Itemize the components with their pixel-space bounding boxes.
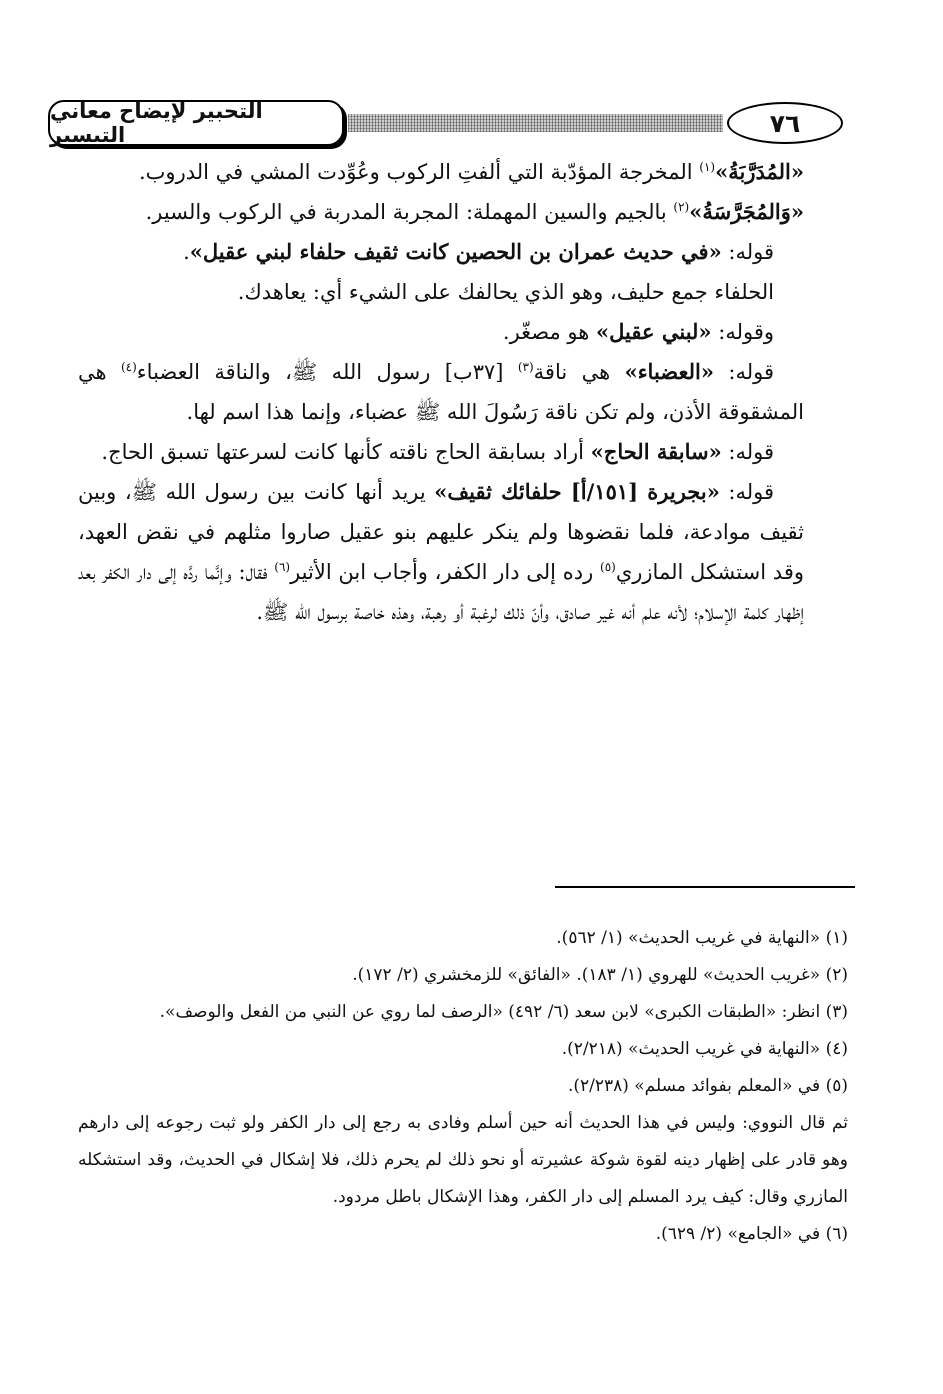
paragraph-text: المخرجة المؤدّبة التي ألفتِ الركوب وعُوِّدت المشي في الدروب. xyxy=(138,160,700,184)
footnote-divider xyxy=(555,886,855,888)
footnote-2: (٢) «غريب الحديث» للهروي (١/ ١٨٣). «الفائق» للزمخشري (٢/ ١٧٢). xyxy=(352,965,848,985)
paragraph-bani-aqil xyxy=(78,312,804,352)
footnote-ref: (٥) xyxy=(600,560,616,574)
footnote-ref: (٦) xyxy=(274,560,291,574)
paragraph-text: وقوله: xyxy=(711,320,774,344)
quoted-phrase: «سابقة الحاج» xyxy=(590,439,722,464)
paragraph-sabiqat-al-hajj xyxy=(78,432,804,472)
paragraph-text: . xyxy=(183,240,190,264)
footnote-ref: (٢) xyxy=(673,200,690,214)
footnote-ref: (١) xyxy=(699,160,716,174)
paragraph-mudarraba xyxy=(78,152,804,192)
paragraph-text: الحلفاء جمع حليف، وهو الذي يحالفك على الشيء أي: يعاهدك. xyxy=(237,280,774,304)
term: «وَالمُجَرَّسَةُ» xyxy=(689,199,804,224)
quoted-phrase: «لبني عقيل» xyxy=(596,319,712,344)
paragraph-mujarrasa xyxy=(78,192,804,232)
footnote-ref: (٣) xyxy=(517,360,534,374)
paragraph-text: أراد بسابقة الحاج ناقته كأنها كانت لسرعتها تسبق الحاج. xyxy=(101,440,591,464)
paragraph-text: هو مصغّر. xyxy=(502,320,597,344)
quoted-phrase: «في حديث عمران بن الحصين كانت ثقيف حلفاء لبني عقيل» xyxy=(189,239,722,264)
footnote-6: (٦) في «الجامع» (٢/ ٦٢٩). xyxy=(655,1224,848,1244)
paragraph-text: رده إلى دار الكفر، وأجاب ابن الأثير xyxy=(290,560,600,584)
page-header xyxy=(48,100,843,148)
quoted-phrase: «العضباء» xyxy=(624,359,714,384)
term: «المُدَرَّبَةُ» xyxy=(715,159,804,184)
footnote-5: (٥) في «المعلم بفوائد مسلم» (٢/٢٣٨). xyxy=(567,1076,848,1096)
quoted-phrase: «بجريرة [١٥١/أ] حلفائك ثقيف» xyxy=(434,479,720,504)
header-decorative-band xyxy=(348,114,723,132)
footnote-3: (٣) انظر: «الطبقات الكبرى» لابن سعد (٦/ ٤٩٢) «الرصف لما روي عن النبي من الفعل والوصف». xyxy=(159,1002,848,1022)
paragraph-hulafa xyxy=(78,272,804,312)
paragraph-text: هي المشقوقة الأذن، ولم تكن ناقة رَسُولَ الله ﷺ عضباء، وإنما هذا اسم لها. xyxy=(78,360,804,424)
footnote-5-continued: ثم قال النووي: وليس في هذا الحديث أنه حين أسلم وفادى به رجع إلى دار الكفر ولو ثبت رجوعه إلى دارهم وهو قادر على إظهار دينه لقوة شوكة عشيرته أو نحو ذلك لم يحرم ذلك، فلا إشكال في الحديث، وقد استشكله المازري وقال: كيف يرد المسلم إلى دار الكفر، وهذا الإشكال باطل مردود. xyxy=(78,1113,848,1207)
paragraph-text: قوله: xyxy=(714,360,775,384)
paragraph-hadith-imran xyxy=(78,232,804,272)
paragraph-text: هي ناقة xyxy=(533,360,625,384)
main-text xyxy=(78,152,804,632)
paragraph-text: قوله: xyxy=(719,480,775,504)
footnotes xyxy=(78,920,848,1253)
paragraph-text: يريد أنها كانت بين رسول الله ﷺ، وبين ثقيف موادعة، فلما نقضوها ولم ينكر عليهم بنو عقيل صاروا مثلهم في نقض العهد، وقد استشكل المازري xyxy=(78,480,804,584)
paragraph-text: قوله: xyxy=(721,240,774,264)
paragraph-text: قوله: xyxy=(721,440,774,464)
footnote-ref: (٤) xyxy=(120,360,137,374)
book-title: التحبير لإيضاح معاني التيسير xyxy=(48,100,344,146)
paragraph-text: بالجيم والسين المهملة: المجربة المدربة في الركوب والسير. xyxy=(145,200,674,224)
paragraph-adba xyxy=(78,352,804,432)
paragraph-jarira xyxy=(78,472,804,632)
paragraph-text: فقال: وإنَّما ردَّه إلى دار الكفر بعد إظهار كلمة الإسلام؛ لأنه علم أنه غير صادق، وأنّ ذلك لرغبة أو رهبة، وهذه خاصة برسول الله ﷺ. xyxy=(78,560,804,624)
footnote-1: (١) «النهاية في غريب الحديث» (١/ ٥٦٢). xyxy=(556,928,848,948)
footnote-4: (٤) «النهاية في غريب الحديث» (٢/٢١٨). xyxy=(561,1039,848,1059)
page-number: ٧٦ xyxy=(727,102,843,144)
paragraph-text: [٣٧ب] رسول الله ﷺ، والناقة العضباء xyxy=(136,360,518,384)
